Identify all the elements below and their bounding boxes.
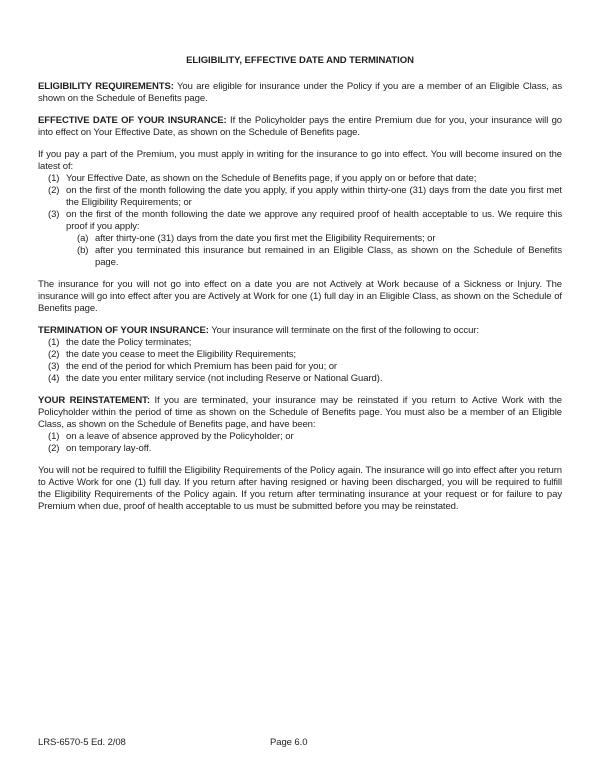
paragraph: [38, 81, 562, 105]
form-number: LRS-6570-5 Ed. 2/08: [38, 737, 126, 748]
paragraph: [38, 395, 562, 431]
list-item-text: the date the Policy terminates;: [66, 337, 192, 348]
section-heading: YOUR REINSTATEMENT:: [38, 395, 150, 406]
numbered-list: [38, 337, 562, 385]
list-item: [38, 209, 562, 233]
paragraph: [38, 279, 562, 315]
page-title: ELIGIBILITY, EFFECTIVE DATE AND TERMINATION: [186, 55, 414, 66]
list-subitem: [38, 245, 562, 269]
list-item: [38, 431, 562, 443]
paragraph-text: You will not be required to fulfill the Eligibility Requirements of the Policy again. The insurance will go into effect after you return to Active Work for one (1) full day. If you return after having resigned or having been discharged, you will be required to fulfill the Eligibility Requirements of the Policy again. If you return after terminating insurance at your request or for failure to pay Premium when due, proof of health acceptable to us must be submitted before you may be reinstated.: [38, 465, 562, 512]
list-item-text: on the first of the month following the date you apply, if you apply within thirty-one (31) days from the date you first met the Eligibility Requirements; or: [66, 185, 562, 208]
paragraph-text: If the Policyholder pays the entire Premium due for you, your insurance will go into effect on Your Effective Date, as shown on the Schedule of Benefits page.: [38, 115, 563, 138]
section-heading: ELIGIBILITY REQUIREMENTS:: [38, 81, 174, 92]
list-subitem-text: after you terminated this insurance but remained in an Eligible Class, as shown on the Schedule of Benefits page.: [95, 245, 562, 268]
list-subitem: [38, 233, 562, 245]
list-subitem-letter: (a): [77, 233, 89, 244]
list-item-number: (3): [48, 209, 60, 220]
list-item: [38, 185, 562, 209]
paragraph: [38, 325, 562, 337]
paragraph-text: You are eligible for insurance under the Policy if you are a member of an Eligible Class, as shown on the Schedule of Benefits page.: [38, 81, 562, 104]
section-heading: EFFECTIVE DATE OF YOUR INSURANCE:: [38, 115, 227, 126]
section-heading: TERMINATION OF YOUR INSURANCE:: [38, 325, 209, 336]
list-item-text: Your Effective Date, as shown on the Schedule of Benefits page, if you apply on or before that date;: [66, 173, 477, 184]
list-item-text: the end of the period for which Premium has been paid for you; or: [66, 361, 337, 372]
list-item: [38, 443, 562, 455]
list-item-number: (2): [48, 185, 60, 196]
paragraph-text: The insurance for you will not go into effect on a date you are not Actively at Work because of a Sickness or Injury. The insurance will go into effect after you are Actively at Work for one (1) full day in an Eligible Class, as shown on the Schedule of Benefits page.: [38, 279, 562, 314]
document-section: [38, 115, 562, 139]
page-number: Page 6.0: [270, 737, 308, 748]
document-section: [38, 325, 562, 385]
paragraph-text: If you are terminated, your insurance may be reinstated if you return to Active Work with the Policyholder within the period of time as shown on the Schedule of Benefits page. You must also be a member of an Eligible Class, as shown on the Schedule of Benefits page, and have been:: [38, 395, 562, 430]
list-item-text: the date you cease to meet the Eligibility Requirements;: [66, 349, 296, 360]
document-section: [38, 465, 562, 513]
list-item: [38, 349, 562, 361]
document-section: [38, 81, 562, 105]
document-section: [38, 149, 562, 269]
paragraph: [38, 465, 562, 513]
document-section: [38, 279, 562, 315]
document-section: [38, 395, 562, 455]
list-item-text: the date you enter military service (not including Reserve or National Guard).: [66, 373, 383, 384]
list-item-text: on the first of the month following the date we approve any required proof of health acceptable to us. We require this proof if you apply:: [66, 209, 562, 232]
numbered-list: [38, 431, 562, 455]
list-item: [38, 373, 562, 385]
list-item-text: on temporary lay-off.: [66, 443, 152, 454]
page-footer: [38, 737, 562, 749]
paragraph: [38, 115, 562, 139]
list-item: [38, 173, 562, 185]
list-item-number: (4): [48, 373, 60, 384]
list-item: [38, 361, 562, 373]
paragraph: [38, 149, 562, 173]
list-item-text: on a leave of absence approved by the Policyholder; or: [66, 431, 294, 442]
list-item: [38, 337, 562, 349]
list-item-number: (1): [48, 173, 60, 184]
list-item-number: (2): [48, 349, 60, 360]
list-item-number: (2): [48, 443, 60, 454]
paragraph-text: Your insurance will terminate on the first of the following to occur:: [211, 325, 479, 336]
list-subitem-text: after thirty-one (31) days from the date you first met the Eligibility Requirements; or: [95, 233, 436, 244]
list-item-number: (3): [48, 361, 60, 372]
paragraph-text: If you pay a part of the Premium, you must apply in writing for the insurance to go into effect. You will become insured on the latest of:: [38, 149, 562, 172]
numbered-list: [38, 173, 562, 269]
document-body: [38, 81, 562, 513]
list-item-number: (1): [48, 337, 60, 348]
list-item-number: (1): [48, 431, 60, 442]
list-subitem-letter: (b): [77, 245, 89, 256]
